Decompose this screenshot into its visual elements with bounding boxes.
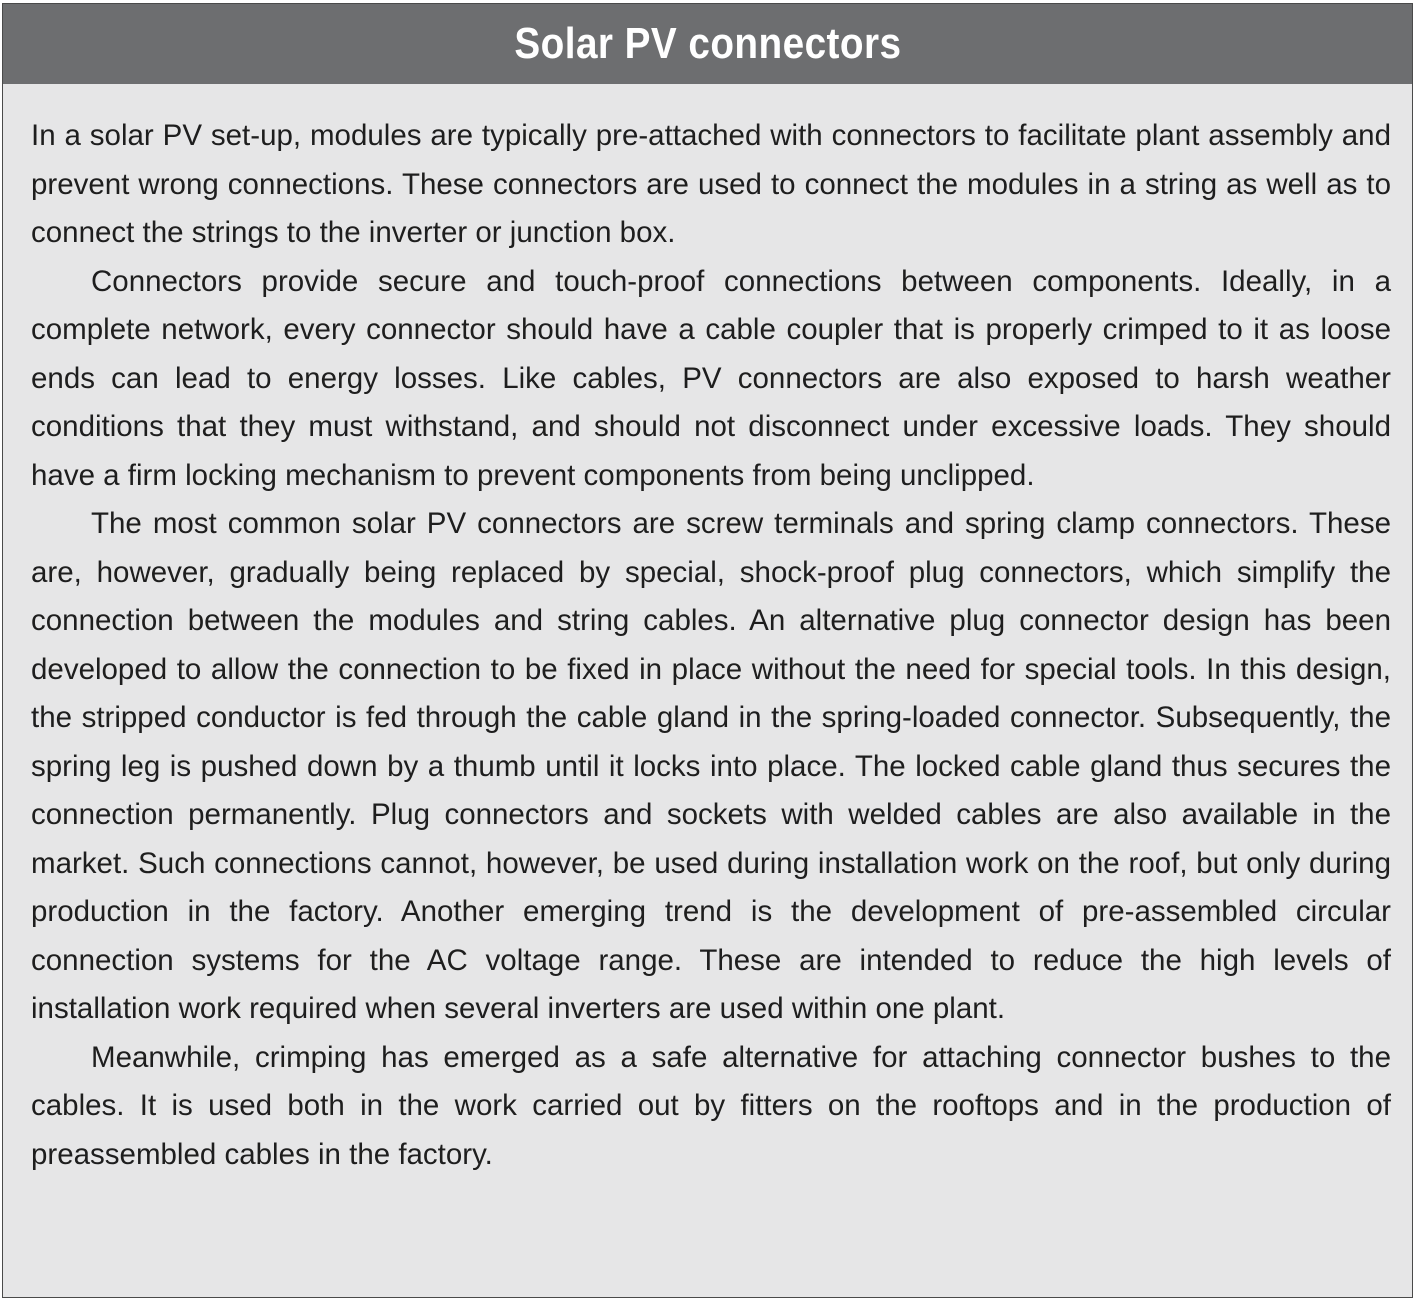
- paragraph-2: Connectors provide secure and touch-proof connections between components. Ideally, in a complete network, every connector should have a cable coupler that is properly crimped to it as loose ends can lead to energy losses. Like cables, PV connectors are also exposed to harsh weather conditions that they must withstand, and should not disconnect under excessive loads. They should have a firm locking mechanism to prevent components from being unclipped.: [31, 264, 1391, 492]
- paragraph-3: The most common solar PV connectors are screw terminals and spring clamp connectors. These are, however, gradually being replaced by special, shock-proof plug connectors, which simplify the connection between the modules and string cables. An alternative plug connector design has been developed to allow the connection to be fixed in place without the need for special tools. In this design, the stripped conductor is fed through the cable gland in the spring-loaded connector. Subsequently, the spring leg is pushed down by a thumb until it locks into place. The locked cable gland thus secures the connection permanently. Plug connectors and sockets with welded cables are also available in the market. Such connections cannot, however, be used during installation work on the roof, but only during production in the factory. Another emerging trend is the development of pre-assembled circular connection systems for the AC voltage range. These are intended to reduce the high levels of installation work required when several inverters are used within one plant.: [31, 507, 1391, 1025]
- info-box: [2, 3, 1413, 1298]
- box-body: [31, 112, 1391, 1179]
- paragraph-4: Meanwhile, crimping has emerged as a safe alternative for attaching connector bushes to the cables. It is used both in the work carried out by fitters on the rooftops and in the production of preassembled cables in the factory.: [31, 1040, 1391, 1171]
- box-title: Solar PV connectors: [513, 19, 902, 68]
- paragraph-1: In a solar PV set-up, modules are typically pre-attached with connectors to facilitate plant assembly and prevent wrong connections. These connectors are used to connect the modules in a string as well as to connect the strings to the inverter or junction box.: [31, 119, 1391, 249]
- box-header: [3, 4, 1412, 84]
